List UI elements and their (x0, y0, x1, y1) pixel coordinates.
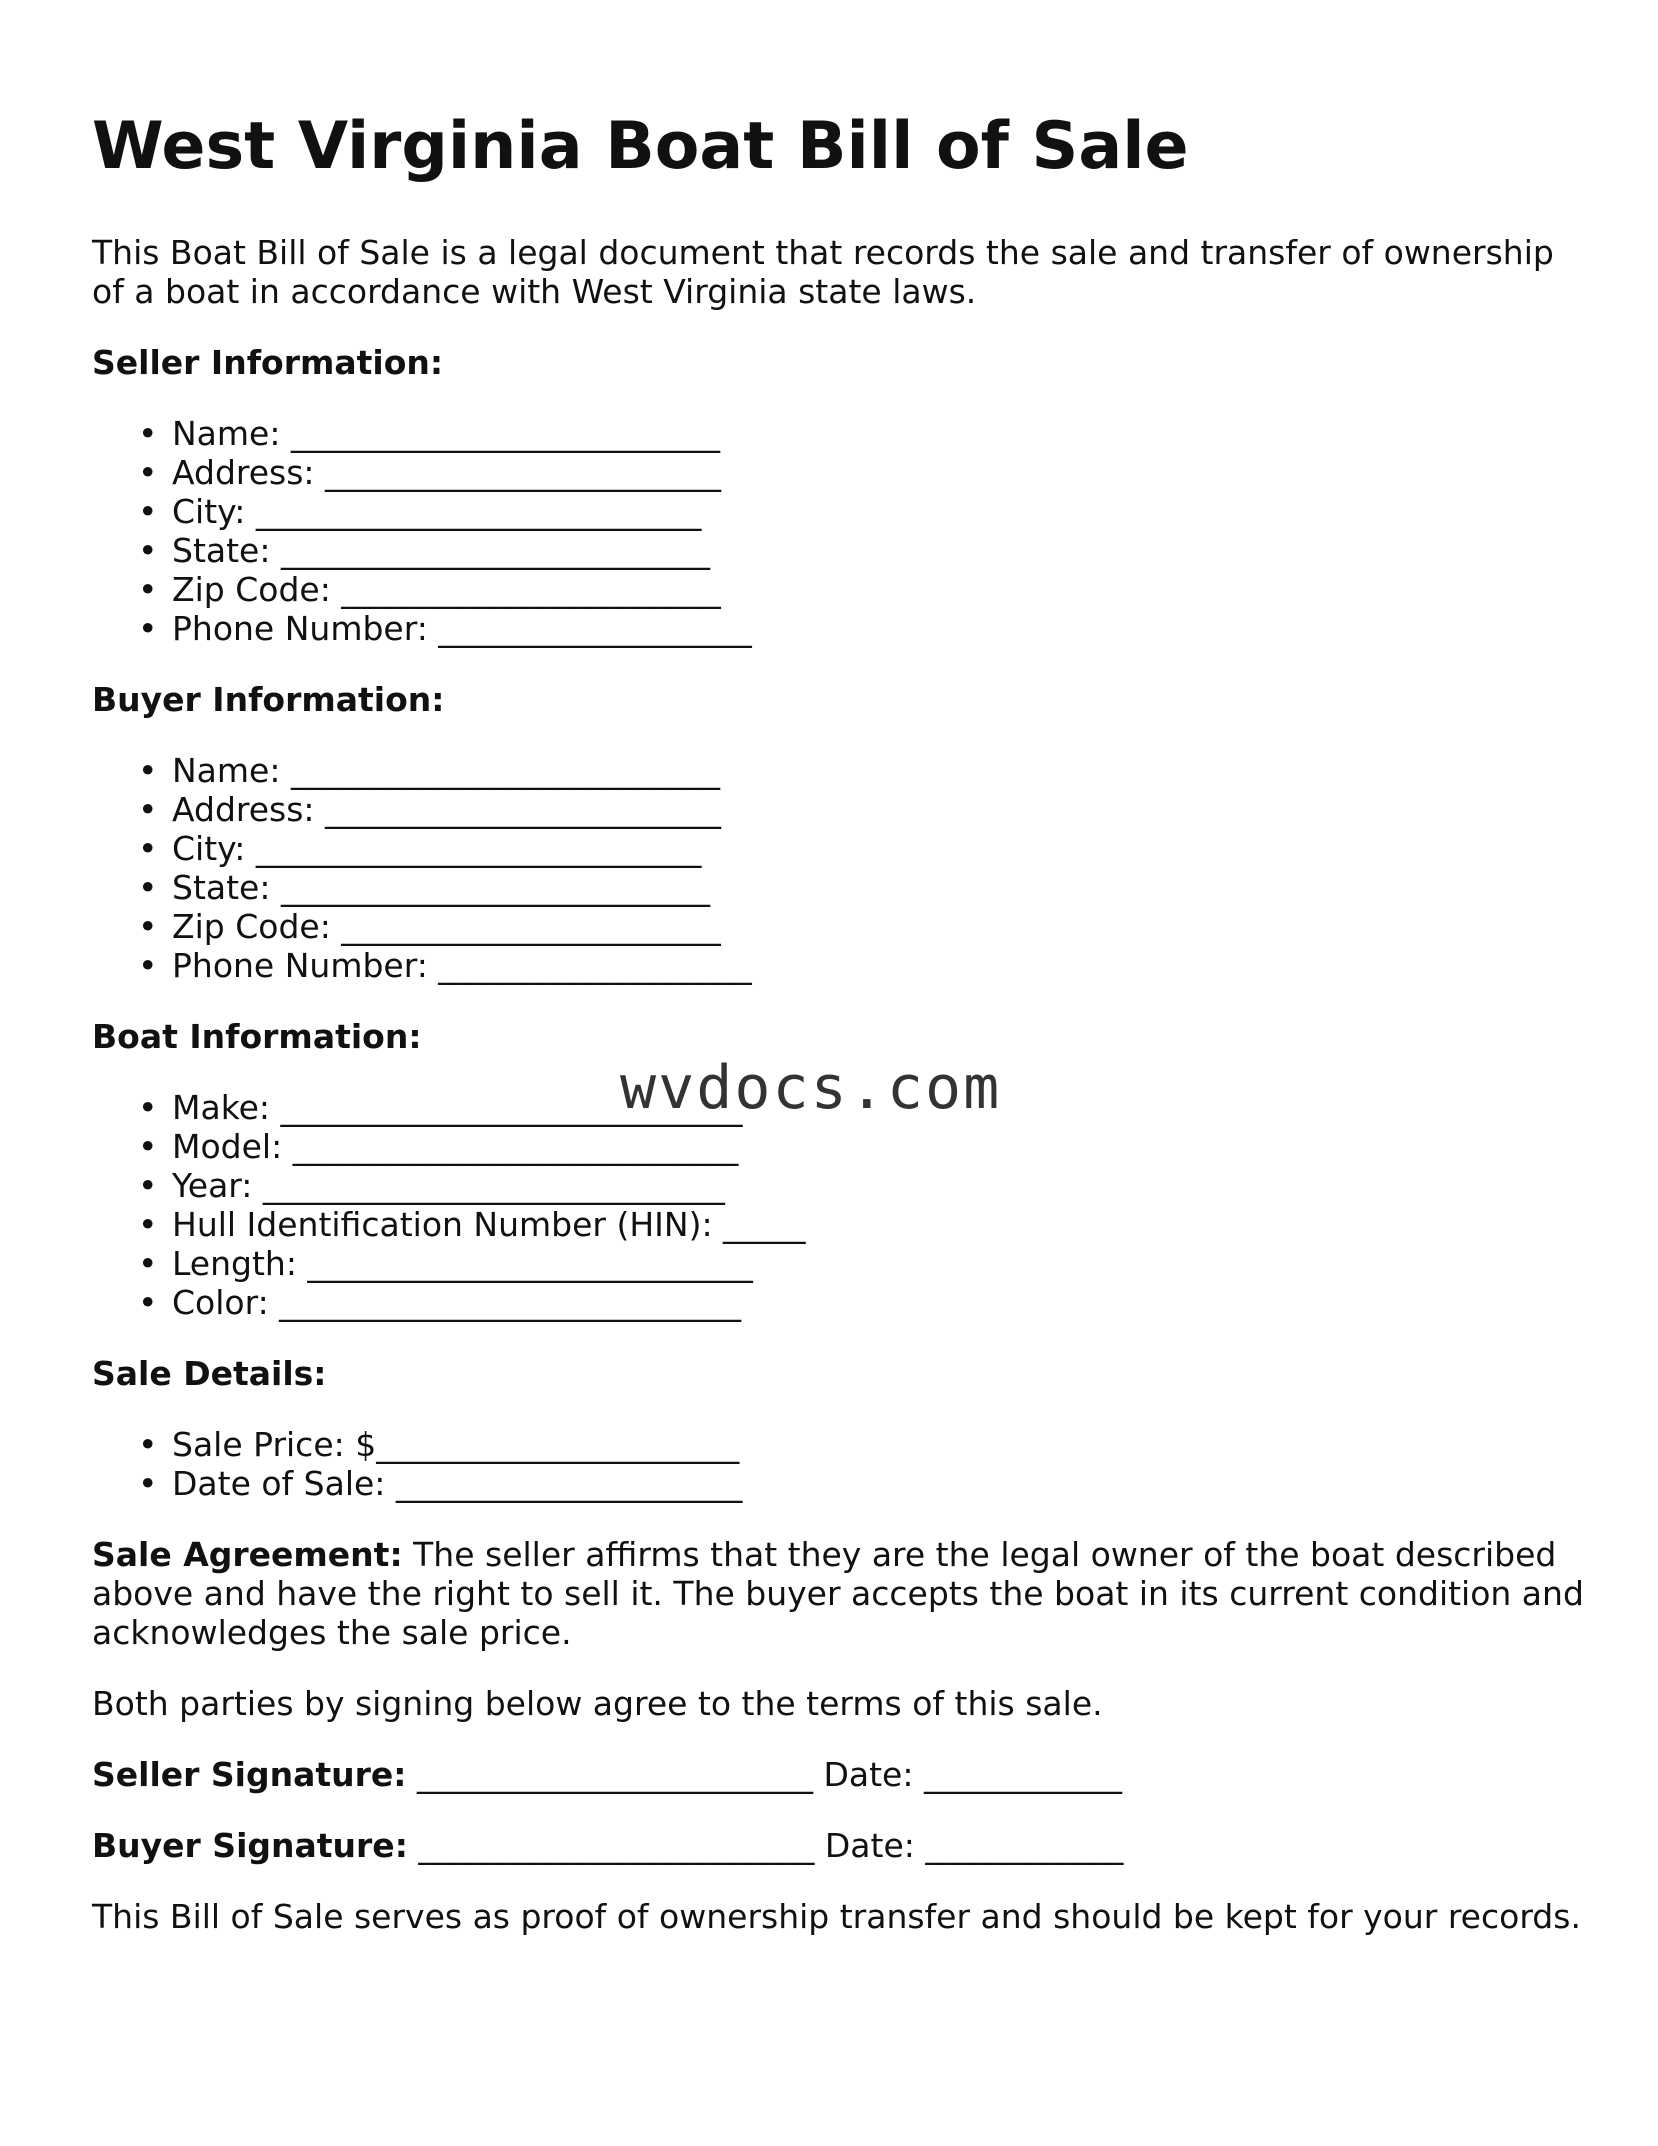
seller-zip-field: • Zip Code: _______________________ (172, 570, 1592, 609)
buyer-city-field: • City: ___________________________ (172, 829, 1592, 868)
boat-length-field: • Length: ___________________________ (172, 1244, 1592, 1283)
buyer-name-field: • Name: __________________________ (172, 751, 1592, 790)
document-title: West Virginia Boat Bill of Sale (92, 109, 1189, 184)
buyer-signature-row (92, 1826, 1592, 1865)
boat-section-heading: Boat Information: (92, 1016, 422, 1056)
buyer-signature-date: Date: ____________ (824, 1825, 1124, 1865)
seller-signature-line: ________________________ (406, 1754, 824, 1794)
buyer-signature-line: ________________________ (407, 1825, 825, 1865)
sale-price-field: • Sale Price: $______________________ (172, 1425, 1592, 1464)
buyer-address-field: • Address: ________________________ (172, 790, 1592, 829)
closing-paragraph: This Bill of Sale serves as proof of ownership transfer and should be kept for your records. (92, 1896, 1581, 1936)
seller-section-heading: Seller Information: (92, 342, 444, 382)
seller-phone-field: • Phone Number: ___________________ (172, 609, 1592, 648)
seller-signature-label: Seller Signature: (92, 1754, 407, 1794)
seller-address-field: • Address: ________________________ (172, 453, 1592, 492)
seller-signature-row (92, 1755, 1592, 1794)
sale-agreement-paragraph (92, 1535, 1592, 1652)
seller-fields-list (92, 414, 1592, 648)
buyer-state-field: • State: __________________________ (172, 868, 1592, 907)
seller-name-field: • Name: __________________________ (172, 414, 1592, 453)
boat-color-field: • Color: ____________________________ (172, 1283, 1592, 1322)
boat-make-field: • Make: ____________________________ (172, 1088, 1592, 1127)
sale-fields-list (92, 1425, 1592, 1503)
sale-agreement-text: The seller affirms that they are the legal owner of the boat described above and have the right to sell it. The buyer accepts the boat in its current condition and acknowledges the sale price. (92, 1534, 1584, 1652)
boat-year-field: • Year: ____________________________ (172, 1166, 1592, 1205)
both-parties-paragraph: Both parties by signing below agree to the terms of this sale. (92, 1683, 1103, 1723)
watermark-text: wvdocs.com (620, 1053, 1002, 1123)
seller-city-field: • City: ___________________________ (172, 492, 1592, 531)
buyer-phone-field: • Phone Number: ___________________ (172, 946, 1592, 985)
buyer-signature-label: Buyer Signature: (92, 1825, 408, 1865)
boat-hin-field: • Hull Identification Number (HIN): _____ (172, 1205, 1592, 1244)
intro-paragraph: This Boat Bill of Sale is a legal document that records the sale and transfer of ownership of a boat in accordance with West Virginia state laws. (92, 232, 1554, 311)
document-page (92, 110, 1592, 1968)
buyer-fields-list (92, 751, 1592, 985)
seller-signature-date: Date: ____________ (823, 1754, 1122, 1794)
boat-model-field: • Model: ___________________________ (172, 1127, 1592, 1166)
sale-date-field: • Date of Sale: _____________________ (172, 1464, 1592, 1503)
buyer-section-heading: Buyer Information: (92, 679, 445, 719)
sale-section-heading: Sale Details: (92, 1353, 327, 1393)
buyer-zip-field: • Zip Code: _______________________ (172, 907, 1592, 946)
seller-state-field: • State: __________________________ (172, 531, 1592, 570)
sale-agreement-label: Sale Agreement: (92, 1534, 403, 1574)
